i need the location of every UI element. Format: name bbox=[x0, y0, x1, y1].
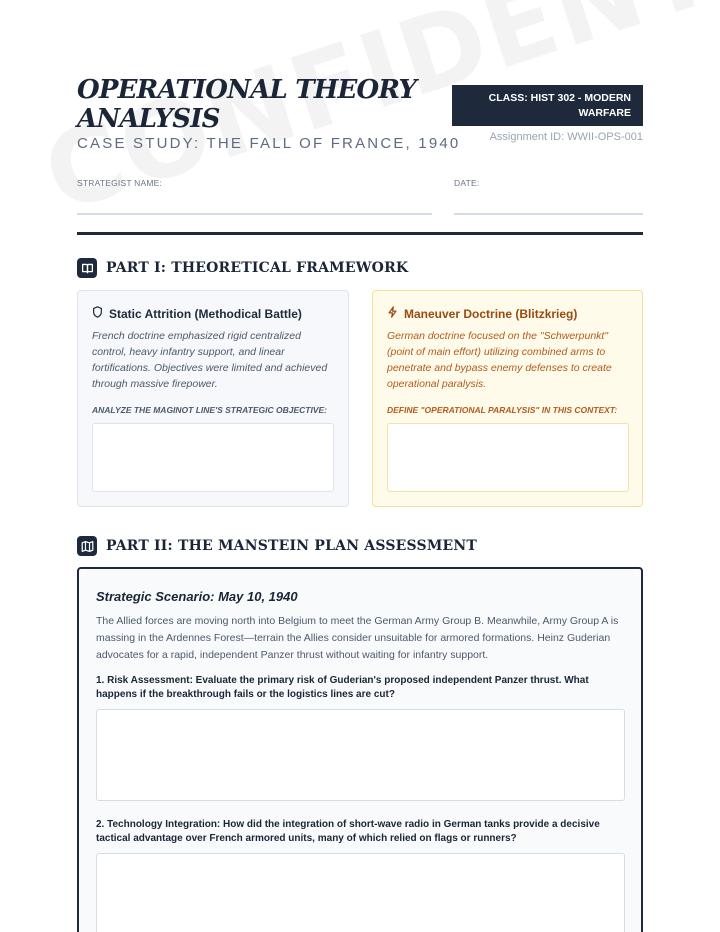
scenario-title: Strategic Scenario: May 10, 1940 bbox=[96, 589, 298, 604]
question-2: 2. Technology Integration: How did the integration of short-wave radio in German tanks provide a decisive tactical advantage over French armored units, many of which relied on flags or runners? bbox=[96, 819, 600, 844]
page-title: OPERATIONAL THEORY ANALYSIS bbox=[77, 75, 417, 134]
scenario-text: The Allied forces are moving north into Belgium to meet the German Army Group B. Meanwhile, Army Group A is massing in the Ardennes Forest—terrain the Allies consider unsuitable for armored formations. Heinz Guderian advocates for a rapid, independent Panzer thrust without waiting for infantry support. bbox=[96, 615, 619, 661]
shield-icon bbox=[92, 306, 103, 321]
book-icon bbox=[77, 258, 97, 278]
map-icon bbox=[77, 536, 97, 556]
question-2-answer-box[interactable] bbox=[96, 853, 625, 932]
scenario-panel bbox=[77, 567, 643, 932]
part2-heading: PART II: THE MANSTEIN PLAN ASSESSMENT bbox=[106, 538, 478, 554]
static-attrition-card bbox=[77, 290, 349, 507]
date-label: DATE: bbox=[454, 178, 480, 188]
strategist-name-field[interactable] bbox=[77, 213, 432, 215]
maneuver-doctrine-text: German doctrine focused on the "Schwerpunkt" (point of main effort) utilizing combined arms to penetrate and bypass enemy defenses to create operational paralysis. bbox=[387, 330, 612, 390]
lightning-icon bbox=[387, 306, 398, 321]
strategist-name-label: STRATEGIST NAME: bbox=[77, 178, 163, 188]
static-attrition-text: French doctrine emphasized rigid centralized control, heavy infantry support, and linear fortifications. Objectives were limited and achieved through massive firepower. bbox=[92, 330, 328, 390]
header-divider bbox=[77, 232, 643, 235]
maginot-answer-box[interactable] bbox=[92, 423, 334, 492]
maginot-prompt: ANALYZE THE MAGINOT LINE'S STRATEGIC OBJECTIVE: bbox=[92, 405, 327, 415]
paralysis-answer-box[interactable] bbox=[387, 423, 629, 492]
paralysis-prompt: DEFINE "OPERATIONAL PARALYSIS" IN THIS CONTEXT: bbox=[387, 405, 618, 415]
card-title-text: Maneuver Doctrine (Blitzkrieg) bbox=[404, 306, 578, 321]
date-field[interactable] bbox=[454, 213, 643, 215]
card-title-text: Static Attrition (Methodical Battle) bbox=[109, 306, 302, 321]
static-attrition-title bbox=[92, 306, 302, 321]
maneuver-doctrine-title bbox=[387, 306, 577, 321]
part1-heading: PART I: THEORETICAL FRAMEWORK bbox=[106, 260, 409, 276]
assignment-id: Assignment ID: WWII-OPS-001 bbox=[489, 131, 643, 143]
question-1-answer-box[interactable] bbox=[96, 709, 625, 801]
maneuver-doctrine-card bbox=[372, 290, 643, 507]
class-badge: CLASS: HIST 302 - MODERN WARFARE bbox=[452, 85, 643, 126]
page-subtitle: CASE STUDY: THE FALL OF FRANCE, 1940 bbox=[77, 135, 461, 152]
question-1: 1. Risk Assessment: Evaluate the primary risk of Guderian's proposed independent Panzer thrust. What happens if the breakthrough fails or the logistics lines are cut? bbox=[96, 675, 589, 700]
